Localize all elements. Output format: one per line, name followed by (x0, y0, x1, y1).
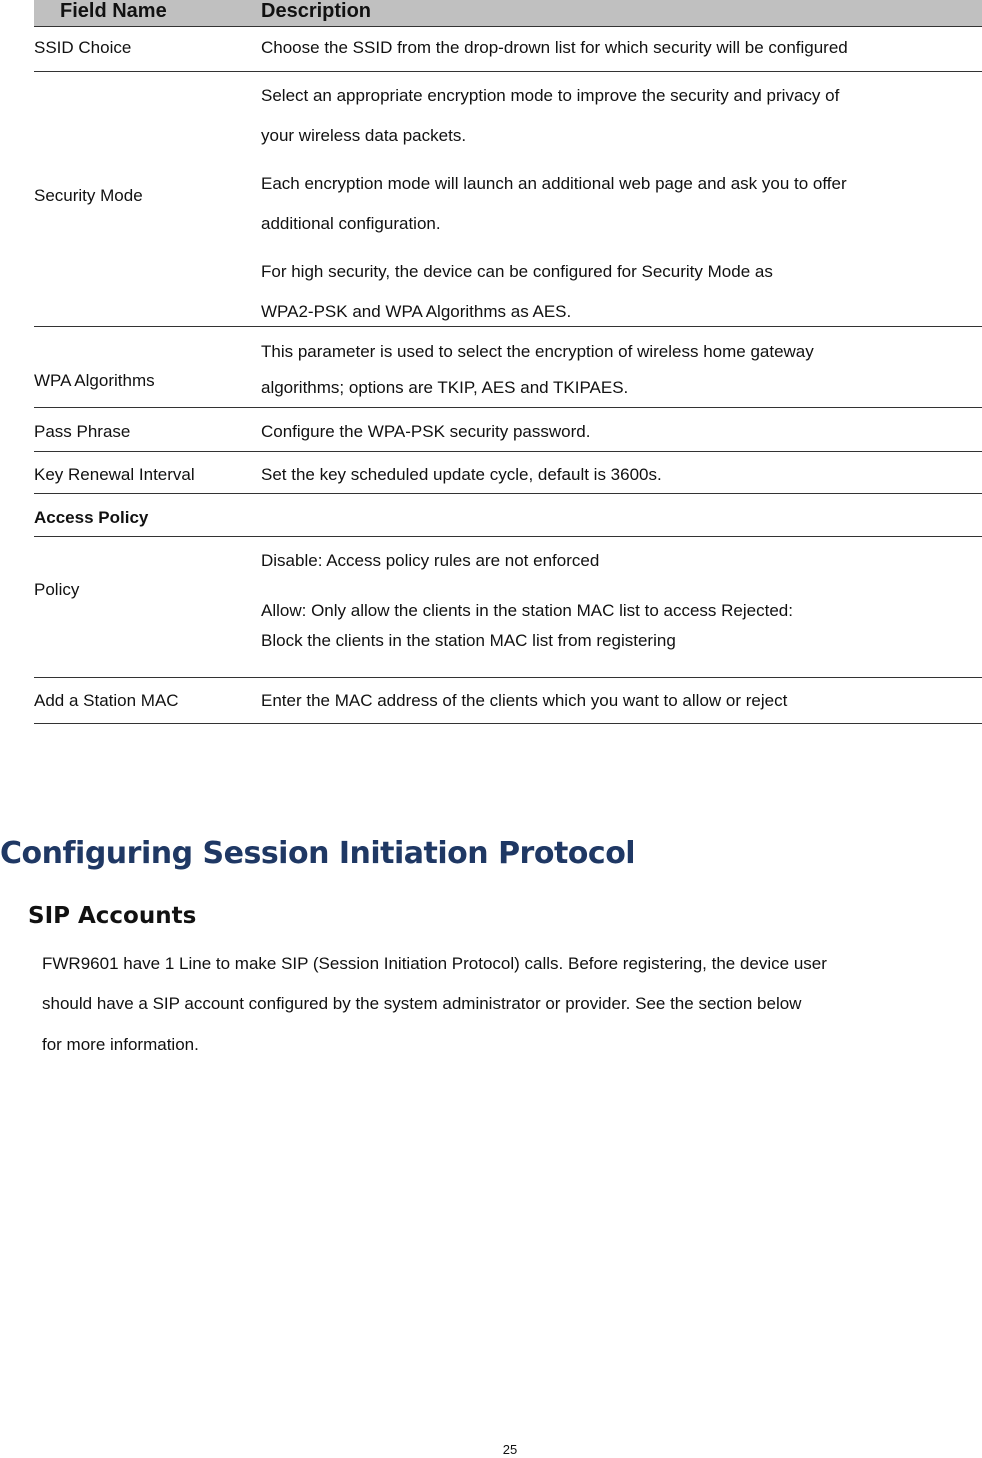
table-row (34, 327, 982, 408)
table-header (34, 0, 982, 27)
description-line: Select an appropriate encryption mode to improve the security and privacy of (261, 86, 840, 105)
table-row (34, 678, 982, 724)
field-name: Add a Station MAC (34, 691, 179, 710)
field-name: Pass Phrase (34, 422, 131, 441)
description-line: Configure the WPA-PSK security password. (261, 422, 591, 441)
table-row (34, 494, 982, 537)
section-title: Configuring Session Initiation Protocol (0, 836, 636, 871)
description-line: Block the clients in the station MAC list from registering (261, 631, 676, 650)
description-line: Choose the SSID from the drop-drown list for which security will be configured (261, 38, 848, 57)
description-line: For high security, the device can be configured for Security Mode as (261, 262, 773, 281)
paragraph-line: FWR9601 have 1 Line to make SIP (Session Initiation Protocol) calls. Before registering, the device user (42, 954, 827, 973)
description-line: your wireless data packets. (261, 126, 467, 145)
paragraph-line: for more information. (42, 1035, 199, 1054)
table-row (34, 27, 982, 72)
section-subtitle: SIP Accounts (28, 903, 197, 929)
table-row (34, 72, 982, 327)
field-name: SSID Choice (34, 38, 132, 57)
table-row (34, 537, 982, 678)
paragraph-line: should have a SIP account configured by the system administrator or provider. See the section below (42, 994, 802, 1013)
field-name: Security Mode (34, 186, 143, 205)
header-description: Description (261, 0, 372, 22)
field-name: Policy (34, 580, 80, 599)
description-line: This parameter is used to select the encryption of wireless home gateway (261, 342, 814, 361)
description-line: Enter the MAC address of the clients which you want to allow or reject (261, 691, 788, 710)
section-label-access-policy: Access Policy (34, 508, 149, 527)
description-line: Allow: Only allow the clients in the station MAC list to access Rejected: (261, 601, 793, 620)
field-name: Key Renewal Interval (34, 465, 195, 484)
description-line: Each encryption mode will launch an additional web page and ask you to offer (261, 174, 847, 193)
description-line: Set the key scheduled update cycle, default is 3600s. (261, 465, 662, 484)
field-name: WPA Algorithms (34, 371, 155, 390)
description-line: Disable: Access policy rules are not enforced (261, 551, 600, 570)
page-number: 25 (502, 1442, 518, 1457)
header-field-name: Field Name (60, 0, 167, 22)
description-line: WPA2-PSK and WPA Algorithms as AES. (261, 302, 572, 321)
table-row (34, 408, 982, 452)
description-line: additional configuration. (261, 214, 441, 233)
description-line: algorithms; options are TKIP, AES and TKIPAES. (261, 378, 629, 397)
table-row (34, 452, 982, 494)
